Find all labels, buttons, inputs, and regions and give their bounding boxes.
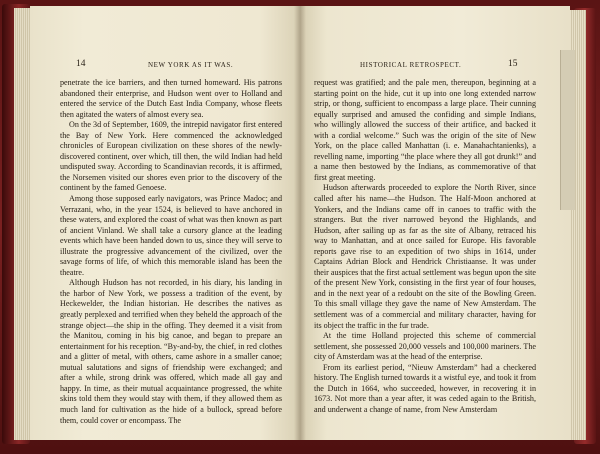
left-paragraph-3: Among those supposed early navigators, was Prince Madoc; and Verrazani, who, in the year 1524, is believed to have anchored in these waters, and explored the coast of what was then known as part of ancient Vinland. We shall take a cursory glance at the leading events which have been handed down to us, since they will serve to illustrate the progressive advancement of the civilized, over the savage forms of life, of which this memorable island has been the theatre. [60, 194, 282, 277]
page-tab-insert [560, 50, 575, 210]
right-paragraph-1: request was gratified; and the pale men, thereupon, beginning at a starting point on the hide, cut it up into one long extended narrow strip, or thong, sufficient to encompass a large place. Their cunning equally surprised and amused the confiding and simple Indians, who willingly allowed the success of their artifice, and backed it with a cordial welcome.” Such was the origin of the site of New York, on the place called Manhattan (i. e. Manahachtanienks), a revelling name, importing “the place where they all got drunk!” and a name then bestowed by the Indians, as commemorative of that first great meeting. [314, 78, 536, 182]
left-paragraph-2: On the 3d of September, 1609, the intrepid navigator first entered the Bay of New York. Here commenced the acknowledged chronicles of European civilization on these shores of the newly-discovered continent, over which, till then, the wild Indian had held undisputed sway. According to Scandinavian records, it is affirmed, the Norsemen visited our shores even prior to the discovery of the continent by the famed Genoese. [60, 120, 282, 193]
left-page-number: 14 [76, 59, 86, 69]
left-paragraph-1: penetrate the ice barriers, and then turned homeward. His patrons abandoned their enterprise, and Hudson went over to Holland and entered the service of the Dutch East India Company, whose fleets then agitated the waters of almost every sea. [60, 78, 282, 119]
left-running-head: NEW YORK AS IT WAS. [148, 61, 234, 69]
left-page-body [60, 78, 282, 426]
left-page [30, 6, 300, 440]
right-paragraph-4: From its earliest period, “Nieuw Amsterdam” had a checkered history. The English turned towards it a wistful eye, and took it from the Dutch in 1664, who succeeded, however, in recovering it in 1673. Not more than a year after, it was ceded again to the British, and underwent a change of name, from New Amsterdam [314, 362, 536, 414]
right-paragraph-3: At the time Holland projected this scheme of commercial settlement, she possessed 20,000 vessels and 100,000 mariners. The city of Amsterdam was at the head of the enterprise. [314, 331, 536, 362]
right-running-head: HISTORICAL RETROSPECT. [360, 61, 462, 69]
right-paragraph-2: Hudson afterwards proceeded to explore the North River, since called after his name—the Hudson. The Half-Moon anchored at Yonkers, and the Indians came off in canoes to traffic with the strangers. But the river narrowed beyond the Highlands, and Hudson, after sailing up as far as the site of Albany, retraced his way to Manhattan, and at once sailed for Europe. His favorable reports gave rise to an expedition of two ships in 1614, under Captains Adrian Block and Hendrick Christiaanse. It was under their auspices that the first actual settlement was begun upon the site of the present New York, consisting in the first year of four houses, and in the next year of a redoubt on the site of the Bowling Green. To this small village they gave the name of New Amsterdam. The settlement was of a commercial and military character, having for its object the traffic in the fur trade. [314, 183, 536, 330]
book-gutter [294, 6, 306, 440]
right-page [300, 6, 570, 440]
left-paragraph-4: Although Hudson has not recorded, in his diary, his landing in the harbor of New York, we possess a tradition of the event, by Heckewelder, the Indian historian. He describes the natives as greatly perplexed and terrified when they beheld the approach of the strange object—the ship in the offing. They deemed it a visit from the Manitou, coming in his big canoe, and began to prepare an entertainment for his reception. “By-and-by, the chief, in red clothes and a glitter of metal, with others, came ashore in a smaller canoe; mutual salutations and signs of friendship were exchanged; and after a while, strong drink was offered, which made all gay and happy. In time, as their mutual acquaintance progressed, the white skins told them they would stay with them, if they allowed them as much land for cultivation as the hide of a bullock, spread before them, could cover or encompass. The [60, 278, 282, 425]
right-page-body [314, 78, 536, 416]
right-page-number: 15 [508, 59, 518, 69]
